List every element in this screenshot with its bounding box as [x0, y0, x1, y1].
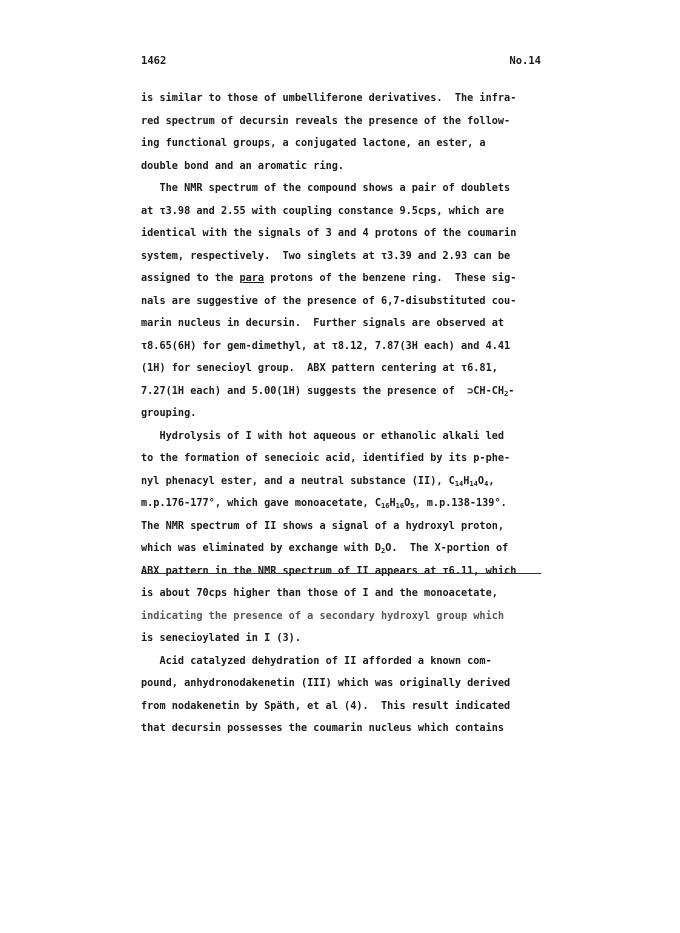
- text-run: protons of the benzene ring. These sig-: [264, 273, 517, 284]
- body-text: [141, 88, 541, 741]
- subscript: 4: [484, 479, 489, 488]
- text-line: nals are suggestive of the presence of 6,7-disubstituted cou-: [141, 295, 517, 307]
- text-run: -: [508, 385, 515, 397]
- text-line: Acid catalyzed dehydration of II afforded a known com-: [141, 655, 492, 667]
- subscript: 16: [395, 502, 405, 510]
- text-run: ,: [488, 475, 495, 487]
- text-line: The NMR spectrum of II shows a signal of a hydroxyl proton,: [141, 520, 505, 532]
- text-run: O: [404, 498, 411, 509]
- text-line: ing functional groups, a conjugated lactone, an ester, a: [141, 138, 486, 149]
- text-line: to the formation of senecioic acid, identified by its p-phe-: [141, 453, 511, 464]
- text-line: is similar to those of umbelliferone derivatives. The infra-: [141, 93, 517, 104]
- text-run: nyl phenacyl ester, and a neutral substance (II), C: [141, 475, 455, 487]
- text-line: [141, 471, 541, 494]
- text-run: m.p.176-177°, which gave monoacetate, C: [141, 498, 381, 509]
- subscript: 14: [469, 479, 478, 488]
- text-run: H: [389, 498, 396, 509]
- text-line: system, respectively. Two singlets at τ3.39 and 2.93 can be: [141, 250, 511, 262]
- text-line: [141, 381, 541, 404]
- text-run: assigned to the: [141, 273, 240, 284]
- text-line: indicating the presence of a secondary hydroxyl group which: [141, 610, 505, 622]
- text-run: O: [477, 475, 485, 487]
- text-line: The NMR spectrum of the compound shows a pair of doublets: [141, 183, 511, 194]
- subscript: 2: [380, 547, 386, 555]
- text-run: O. The X-portion of: [385, 543, 509, 554]
- text-line: is about 70cps higher than those of I and the monoacetate,: [141, 588, 498, 599]
- subscript: 2: [504, 389, 509, 398]
- underlined-word: para: [239, 273, 265, 284]
- text-line: is senecioylated in I (3).: [141, 633, 301, 644]
- text-line: [141, 493, 541, 516]
- text-line: grouping.: [141, 408, 197, 419]
- text-run: which was eliminated by exchange with D: [141, 543, 381, 554]
- text-line: red spectrum of decursin reveals the presence of the follow-: [141, 115, 511, 127]
- text-line: from nodakenetin by Späth, et al (4). This result indicated: [141, 700, 511, 712]
- text-line: (1H) for senecioyl group. ABX pattern centering at τ6.81,: [141, 363, 498, 374]
- subscript: 16: [380, 502, 390, 510]
- struck-through-line: ABX pattern in the NMR spectrum of II appears at τ6.11, which: [141, 561, 541, 584]
- text-run: , m.p.138-139°.: [414, 498, 507, 509]
- text-line: double bond and an aromatic ring.: [141, 160, 345, 172]
- text-line: at τ3.98 and 2.55 with coupling constance 9.5cps, which are: [141, 205, 505, 217]
- text-run: H: [463, 475, 470, 487]
- text-line: identical with the signals of 3 and 4 protons of the coumarin: [141, 228, 517, 239]
- text-line: [141, 268, 541, 291]
- text-line: that decursin possesses the coumarin nucleus which contains: [141, 723, 505, 734]
- text-line: Hydrolysis of I with hot aqueous or ethanolic alkali led: [141, 430, 505, 442]
- page-number: 1462: [141, 55, 167, 67]
- subscript: 14: [454, 479, 464, 488]
- text-line: pound, anhydronodakenetin (III) which was originally derived: [141, 678, 511, 689]
- subscript: 5: [410, 502, 415, 510]
- text-line: marin nucleus in decursin. Further signals are observed at: [141, 318, 505, 329]
- text-line: [141, 538, 541, 561]
- page-header: [141, 55, 541, 71]
- text-line: τ8.65(6H) for gem-dimethyl, at τ8.12, 7.87(3H each) and 4.41: [141, 340, 511, 352]
- text-run: 7.27(1H each) and 5.00(1H) suggests the presence of ⊃CH-CH: [141, 385, 505, 397]
- issue-number: No.14: [509, 55, 541, 67]
